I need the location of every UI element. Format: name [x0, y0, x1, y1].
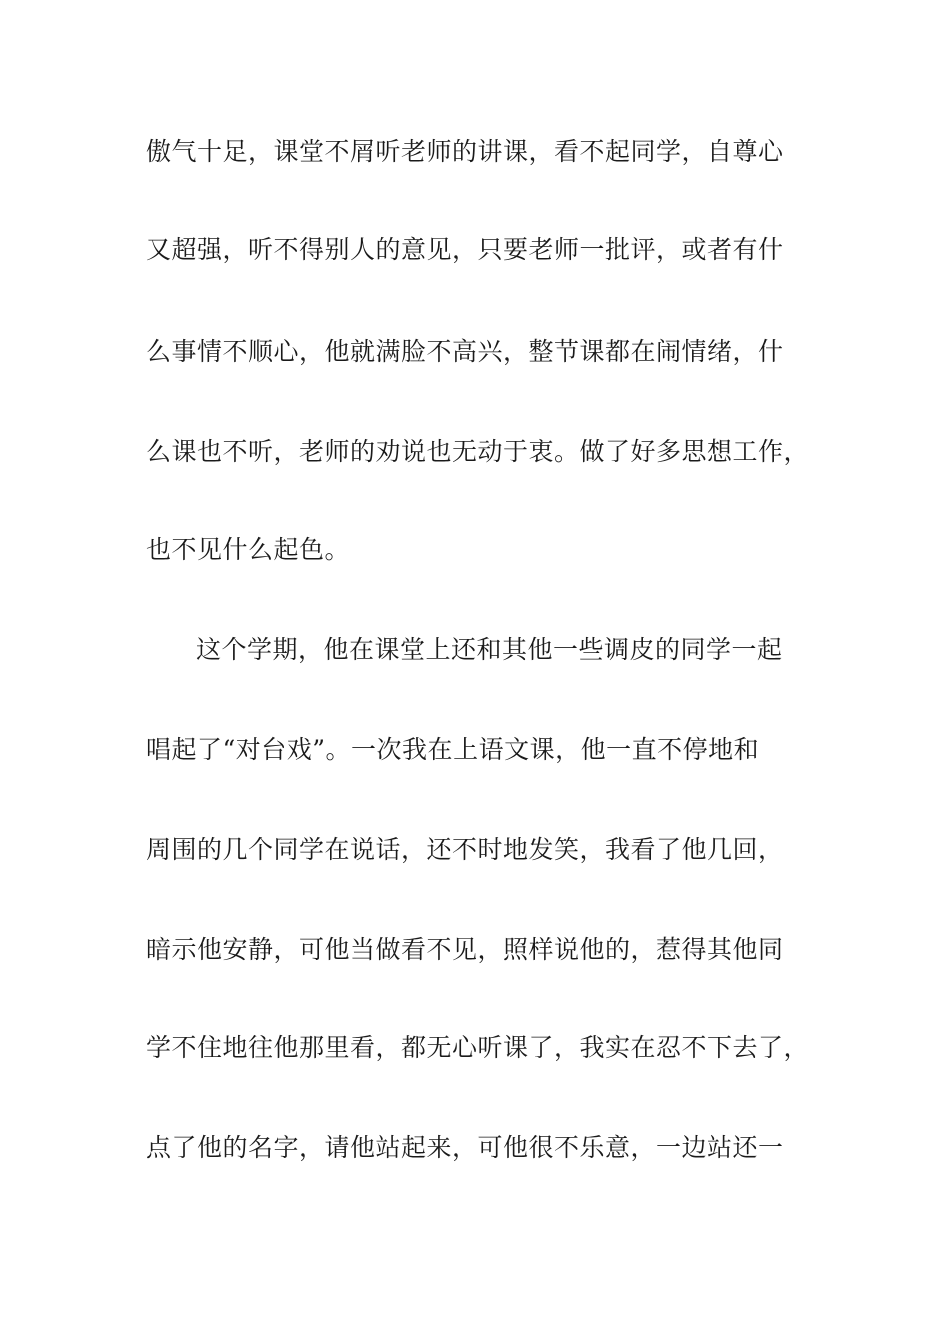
text-line: 周围的几个同学在说话，还不时地发笑，我看了他几回， — [146, 835, 784, 864]
text-line: 么事情不顺心，他就满脸不高兴，整节课都在闹情绪，什 — [146, 337, 784, 366]
text-line: 学不住地往他那里看，都无心听课了，我实在忍不下去了， — [146, 1033, 810, 1062]
text-line: 又超强，听不得别人的意见，只要老师一批评，或者有什 — [146, 235, 784, 264]
text-line: 暗示他安静，可他当做看不见，照样说他的，惹得其他同 — [146, 935, 784, 964]
text-line: 么课也不听，老师的劝说也无动于衷。做了好多思想工作， — [146, 437, 810, 466]
text-line: 唱起了“对台戏”。一次我在上语文课，他一直不停地和 — [146, 735, 760, 764]
text-line: 点了他的名字，请他站起来，可他很不乐意，一边站还一 — [146, 1133, 784, 1162]
text-line: 也不见什么起色。 — [146, 535, 351, 564]
text-line: 傲气十足，课堂不屑听老师的讲课，看不起同学，自尊心 — [146, 137, 784, 166]
text-line: 这个学期，他在课堂上还和其他一些调皮的同学一起 — [196, 635, 783, 664]
